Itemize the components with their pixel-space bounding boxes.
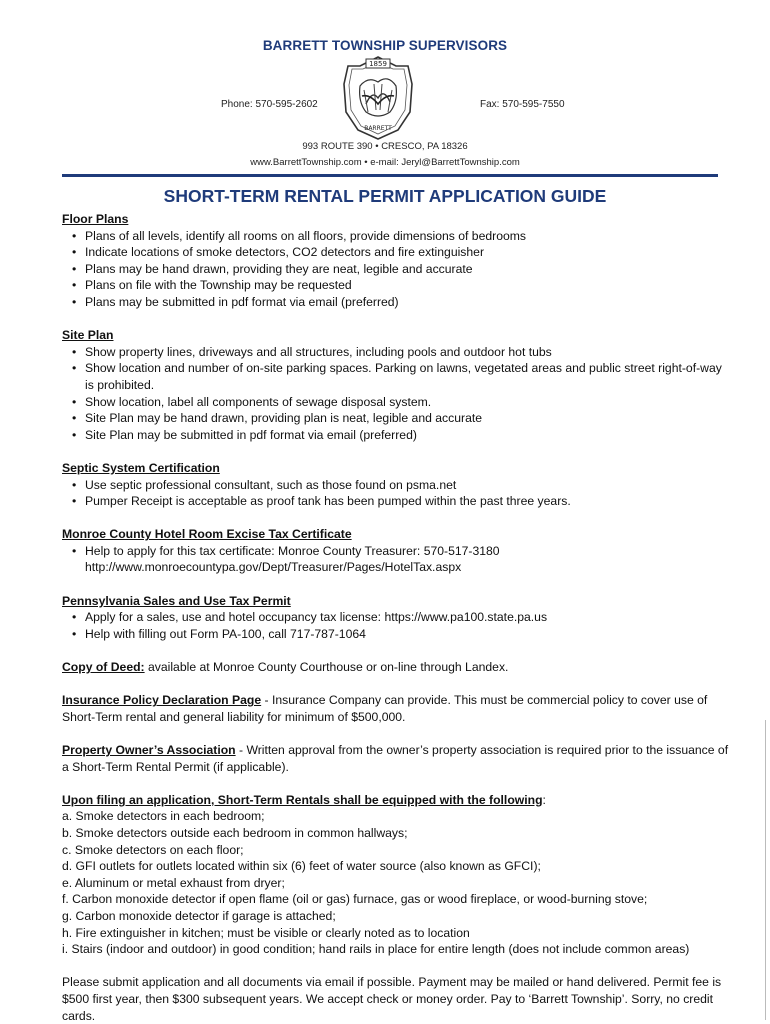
address: 993 ROUTE 390 • CRESCO, PA 18326 [302, 141, 468, 152]
insurance-heading: Insurance Policy Declaration Page [62, 693, 262, 708]
section-heading-site-plan: Site Plan [62, 328, 114, 343]
list-item: • Pumper Receipt is acceptable as proof tank has been pumped within the past three years. [62, 493, 730, 510]
insurance-text: - Insurance Company can provide. This must be commercial policy to cover use of Short-Term rental and general liability for minimum of $500,000. [62, 693, 708, 724]
requirements-heading-suffix: : [542, 792, 546, 807]
township-seal-icon [338, 54, 418, 142]
poa-text: - Written approval from the owner’s property association is required prior to the issuance of a Short-Term Rental Permit (if applicable). [62, 743, 729, 774]
list-item: • Help with filling out Form PA-100, call 717-787-1064 [62, 626, 730, 643]
phone-number: Phone: 570-595-2602 [221, 99, 318, 110]
requirements-list [62, 808, 730, 957]
list-item: • Plans of all levels, identify all rooms on all floors, provide dimensions of bedrooms [62, 228, 730, 245]
list-item: • Apply for a sales, use and hotel occupancy tax license: https://www.pa100.state.pa.us [62, 609, 730, 626]
site-plan-list [62, 344, 730, 444]
requirements-heading: Upon filing an application, Short-Term Rentals shall be equipped with the following [62, 792, 543, 807]
list-item: g. Carbon monoxide detector if garage is attached; [62, 908, 336, 923]
section-heading-pa-tax: Pennsylvania Sales and Use Tax Permit [62, 593, 291, 608]
requirements-heading-line [62, 792, 730, 809]
list-item: • Use septic professional consultant, such as those found on psma.net [62, 477, 730, 494]
seal-text: BARRETT [364, 125, 392, 132]
list-item: h. Fire extinguisher in kitchen; must be visible or clearly noted as to location [62, 925, 470, 940]
seal-year: 1859 [369, 60, 387, 68]
fax-number: Fax: 570-595-7550 [480, 99, 565, 110]
list-item: • Help to apply for this tax certificate: Monroe County Treasurer: 570-517-3180 http://www.monroecountypa.gov/Dept/Treasurer/Pages/HotelTax.aspx [62, 543, 730, 576]
list-item: i. Stairs (indoor and outdoor) in good condition; hand rails in place for entire length (does not include common areas) [62, 942, 690, 957]
page-edge-divider [765, 720, 766, 1020]
monroe-tax-list [62, 543, 730, 576]
list-item: • Show property lines, driveways and all structures, including pools and outdoor hot tubs [62, 344, 730, 361]
list-item: • Plans on file with the Township may be requested [62, 277, 730, 294]
list-item: c. Smoke detectors on each floor; [62, 842, 244, 857]
list-item: a. Smoke detectors in each bedroom; [62, 809, 265, 824]
poa-heading: Property Owner’s Association [62, 743, 236, 757]
poa-paragraph [62, 742, 730, 775]
section-heading-floor-plans: Floor Plans [62, 212, 129, 226]
pa-tax-list [62, 609, 730, 642]
list-item: • Show location and number of on-site parking spaces. Parking on lawns, vegetated areas and public street right-of-way is prohibited. [62, 360, 730, 393]
document-body [62, 211, 730, 1024]
insurance-paragraph [62, 692, 730, 725]
deed-paragraph [62, 659, 730, 676]
list-item: • Show location, label all components of sewage disposal system. [62, 394, 730, 411]
floor-plans-list [62, 228, 730, 311]
list-item: • Plans may be hand drawn, providing they are neat, legible and accurate [62, 261, 730, 278]
list-item: • Site Plan may be hand drawn, providing plan is neat, legible and accurate [62, 410, 730, 427]
header-divider [62, 174, 718, 177]
document-title: SHORT-TERM RENTAL PERMIT APPLICATION GUIDE [163, 186, 607, 206]
deed-heading: Copy of Deed: [62, 660, 145, 675]
list-item: • Indicate locations of smoke detectors, CO2 detectors and fire extinguisher [62, 244, 730, 261]
list-item: d. GFI outlets for outlets located within six (6) feet of water source (also known as GFCI); [62, 859, 541, 874]
septic-list [62, 477, 730, 510]
section-heading-septic: Septic System Certification [62, 460, 220, 475]
list-item: b. Smoke detectors outside each bedroom in common hallways; [62, 825, 408, 840]
organization-name: BARRETT TOWNSHIP SUPERVISORS [262, 38, 508, 53]
website-email: www.BarrettTownship.com • e-mail: Jeryl@BarrettTownship.com [250, 157, 520, 168]
list-item: • Site Plan may be submitted in pdf format via email (preferred) [62, 427, 730, 444]
closing-paragraph: Please submit application and all documents via email if possible. Payment may be mailed or hand delivered. Permit fee is $500 first year, then $300 subsequent years. We accept check or money order. Pay to ‘Barrett Township’. Sorry, no credit cards. [62, 975, 722, 1023]
list-item: e. Aluminum or metal exhaust from dryer; [62, 875, 285, 890]
section-heading-monroe-tax: Monroe County Hotel Room Excise Tax Certificate [62, 527, 352, 542]
deed-text: available at Monroe County Courthouse or on-line through Landex. [144, 660, 509, 675]
list-item: • Plans may be submitted in pdf format via email (preferred) [62, 294, 730, 311]
list-item: f. Carbon monoxide detector if open flame (oil or gas) furnace, gas or wood fireplace, or wood-burning stove; [62, 892, 648, 907]
